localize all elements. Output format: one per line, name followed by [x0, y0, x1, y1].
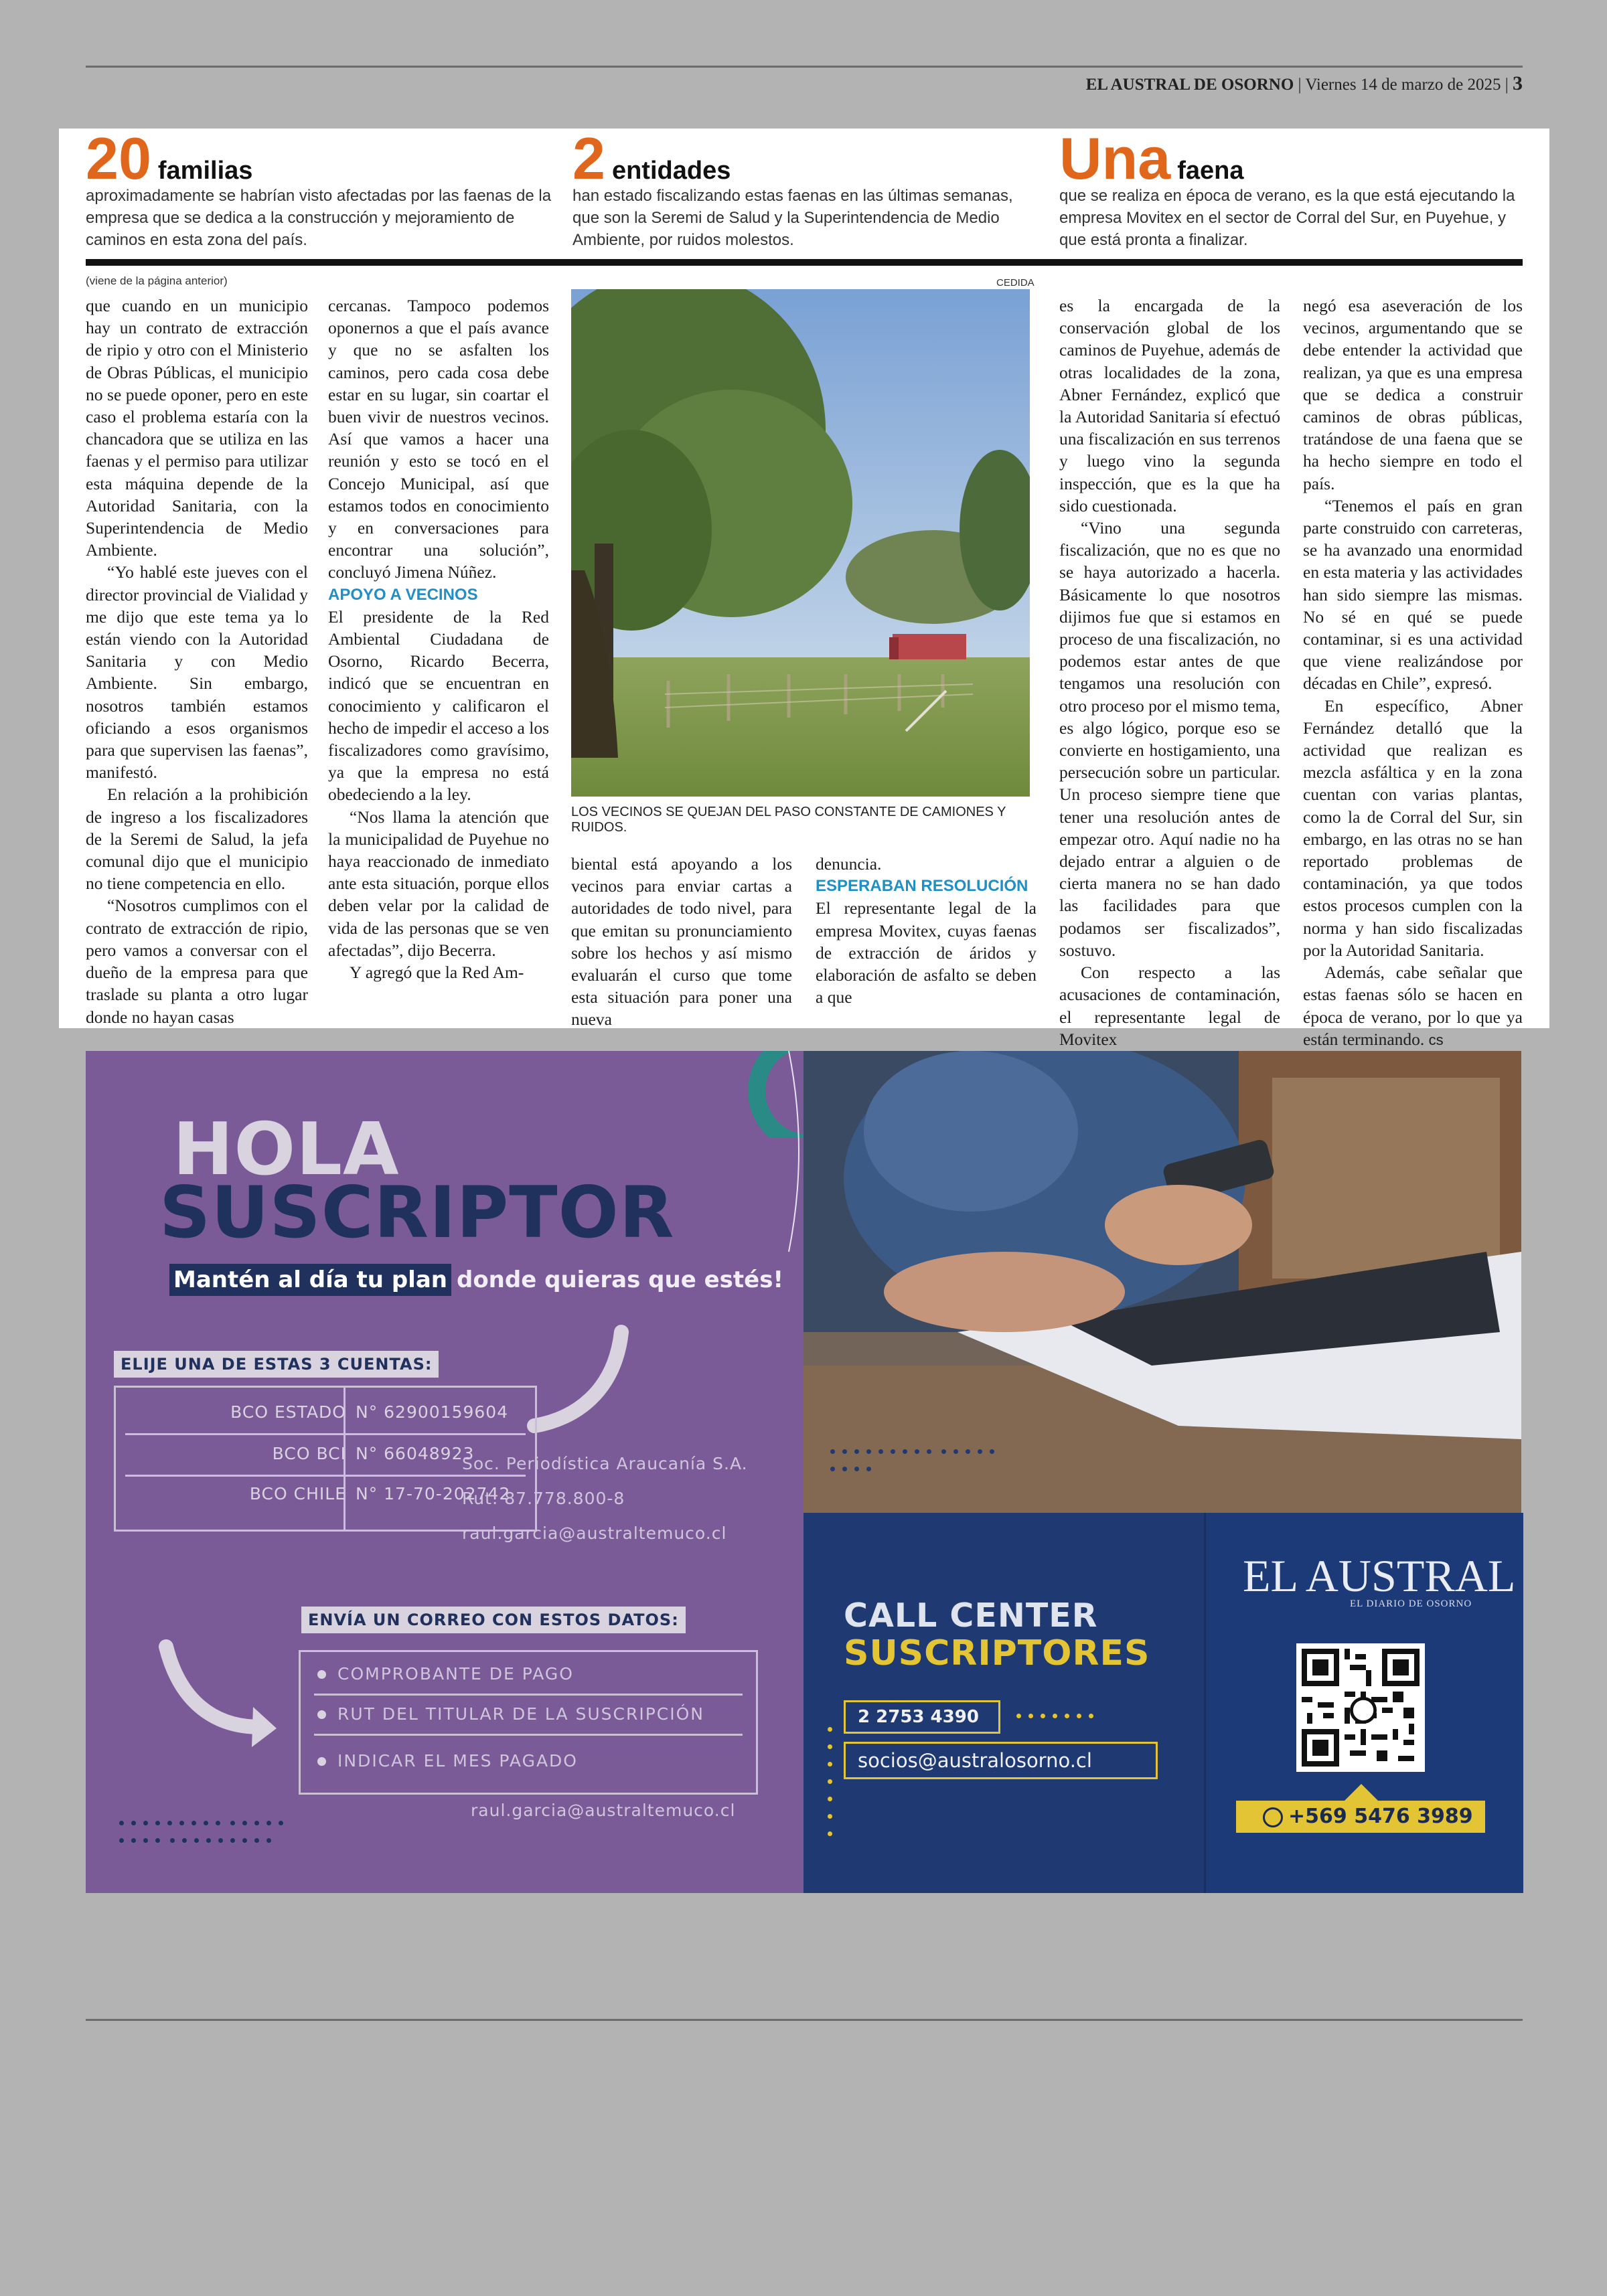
- article-column-6: [1303, 295, 1523, 1051]
- field-photo-illustration: [571, 289, 1030, 797]
- paragraph: negó esa aseveración de los vecinos, argumentando que se debe entender la actividad que realizan, ya que es una empresa que se dedica a construir caminos de obras públicas, tratándose de una faena que se ha hecho siempre en todo el país.: [1303, 296, 1523, 493]
- subhead-esperaban: ESPERABAN RESOLUCIÓN: [816, 877, 1028, 896]
- brand-panel: [1204, 1513, 1523, 1893]
- bank-name: BCO CHILE: [249, 1484, 346, 1503]
- logo-subtitle: EL DIARIO DE OSORNO: [1350, 1598, 1472, 1609]
- ad-hola: HOLA: [173, 1108, 400, 1192]
- call-center-title: CALL CENTER: [844, 1596, 1098, 1635]
- paragraph: “Nosotros cumplimos con el contrato de extracción de ripio, pero vamos a conversar con el dueño de la empresa para que traslade su planta a otro lugar donde no hayan casas: [86, 896, 308, 1027]
- paragraph: Y agregó que la Red Am-: [350, 963, 524, 983]
- article-panel: [59, 125, 1549, 1049]
- stat-word: familias: [157, 157, 253, 185]
- paragraph: “Vino una segunda fiscalización, que no es que no se haya autorizado a hacerla. Básicamente lo que nosotros dijimos fue que si estamos en proceso de una fiscalización, no podemos estar antes de que tengamos una resolución con otro proceso por el mismo tema, es algo lógico, porque eso se convierte en hostigamiento, una persecución sobre un particular. Un proceso siempre tiene que tener una resolución antes de empezar otro. Aquí nadie no ha dejado entrar a alguien o de cierta manera no se han dado las facilidades para que podamos ser fiscalizados”, sostuvo.: [1059, 518, 1281, 960]
- list-email: raul.garcia@australtemuco.cl: [471, 1801, 736, 1820]
- stat-word: entidades: [611, 157, 731, 185]
- masthead: EL AUSTRAL DE OSORNO | Viernes 14 de marzo de 2025 | 3: [1085, 72, 1523, 94]
- paragraph: denuncia.: [816, 854, 882, 874]
- article-column-5: [1059, 295, 1280, 1050]
- pointer-triangle: [1344, 1784, 1379, 1801]
- paragraph: “Nos llama la atención que la municipalidad de Puyehue no haya reaccionado de inmediato ante esta situación, porque ellos deben velar por la calidad de vida de las personas que se ven afectadas”, dijo Becerra.: [328, 807, 549, 960]
- whatsapp-number: +569 5476 3989: [1288, 1805, 1473, 1828]
- paragraph: Con respecto a las acusaciones de contaminación, el representante legal de Movitex: [1059, 963, 1280, 1049]
- top-rule: [86, 66, 1523, 68]
- el-austral-logo: EL AUSTRAL: [1243, 1550, 1516, 1601]
- decorative-dots: [1016, 1714, 1150, 1731]
- account-number: N° 17-70-202742: [356, 1484, 511, 1503]
- paragraph: cercanas. Tampoco podemos oponernos a que el país avance y que no se asfalten los caminos, pero cada cosa debe estar en su lugar, sin coartar el buen vivir de nuestros vecinos. Así que vamos a hacer una reunión y esto se tocó en el Concejo Municipal, así que estamos todos en conocimiento y en conversaciones para encontrar una solución”, concluyó Jimena Núñez.: [328, 296, 549, 582]
- call-center-subtitle: SUSCRIPTORES: [844, 1633, 1150, 1673]
- call-center-phone[interactable]: 2 2753 4390: [844, 1700, 1000, 1734]
- article-column-3: [571, 853, 792, 1031]
- company-email: raul.garcia@australtemuco.cl: [462, 1524, 727, 1543]
- stat-text: han estado fiscalizando estas faenas en las últimas semanas, que son la Seremi de Salud y la Superintendencia de Medio Ambiente, por ruidos molestos.: [572, 187, 1013, 249]
- end-mark: cs: [1428, 1031, 1444, 1048]
- photo-caption: LOS VECINOS SE QUEJAN DEL PASO CONSTANTE DE CAMIONES Y RUIDOS.: [571, 805, 1006, 835]
- ad-photo: [804, 1051, 1521, 1513]
- stat-entities: [572, 125, 1041, 251]
- qr-code-icon[interactable]: [1296, 1643, 1425, 1772]
- company-rut: Rut: 87.778.800-8: [462, 1489, 625, 1508]
- bank-name: BCO BCI: [272, 1444, 346, 1463]
- masthead-paper: EL AUSTRAL DE OSORNO: [1085, 76, 1294, 94]
- paragraph: En específico, Abner Fernández detalló que la actividad que realizan es mezcla asfáltica y en la zona cuentan con varias plantas, como la de Corral del Sur, sin embargo, en las otras no se han reportado problemas de contaminación, ya que todos estos procesos cumplen con la norma y han sido fiscalizadas por la Autoridad Sanitaria.: [1303, 695, 1523, 960]
- stat-number: Una: [1059, 125, 1171, 191]
- bank-name: BCO ESTADO: [230, 1402, 346, 1422]
- decorative-line: [782, 1051, 804, 1258]
- whatsapp-button[interactable]: [1236, 1801, 1485, 1833]
- stat-word: faena: [1177, 157, 1244, 185]
- company-name: Soc. Periodística Araucanía S.A.: [462, 1454, 748, 1473]
- arrow-down-right-icon: [153, 1627, 287, 1754]
- stat-text: aproximadamente se habrían visto afectadas por las faenas de la empresa que se dedica a la construcción y mejoramiento de caminos en esta zona del país.: [86, 187, 552, 249]
- stat-number: 2: [572, 125, 605, 191]
- subscriber-ad: [86, 1051, 1521, 1893]
- article-photo: [571, 289, 1030, 797]
- stat-text: que se realiza en época de verano, es la que está ejecutando la empresa Movitex en el sector de Corral del Sur, en Puyehue, y que está pronta a finalizar.: [1059, 187, 1515, 249]
- bottom-rule: [86, 2019, 1523, 2021]
- stat-faena: [1059, 125, 1528, 251]
- decorative-dots: [828, 1727, 834, 1849]
- paragraph: es la encargada de la conservación global de los caminos de Puyehue, además de otras localidades de la zona, Abner Fernández, explicó que la Autoridad Sanitaria sí efectuó una fiscalización en sus terrenos y luego vino la segunda inspección, que es la que ha sido cuestionada.: [1059, 296, 1280, 515]
- call-center-email[interactable]: socios@australosorno.cl: [844, 1742, 1158, 1779]
- paragraph-text: Además, cabe señalar que estas faenas sólo se hacen en época de verano, por lo que ya están terminando.: [1303, 963, 1523, 1049]
- continued-kicker: (viene de la página anterior): [86, 274, 228, 287]
- list-item: RUT DEL TITULAR DE LA SUSCRIPCIÓN: [337, 1704, 705, 1724]
- phone-laptop-illustration: [804, 1051, 1521, 1513]
- stat-number: 20: [86, 125, 151, 191]
- article-column-4: [816, 853, 1037, 1008]
- ad-suscriptor: SUSCRIPTOR: [159, 1171, 675, 1254]
- required-data-list: [299, 1650, 758, 1795]
- masthead-date: Viernes 14 de marzo de 2025: [1305, 76, 1501, 94]
- tagline-highlight: Mantén al día tu plan: [169, 1264, 451, 1296]
- account-number: N° 62900159604: [356, 1402, 509, 1422]
- article-column-1: [86, 295, 308, 1028]
- paragraph: El presidente de la Red Ambiental Ciudadana de Osorno, Ricardo Becerra, indicó que se encuentran en conocimiento y calificaron el hecho de impedir el acceso a los fiscalizadores como gravísimo, ya que la empresa no está obedeciendo a la ley.: [328, 606, 549, 805]
- paragraph: [1303, 961, 1523, 1051]
- paragraph: En relación a la prohibición de ingreso a los fiscalizadores de la Seremi de Salud, la jefa comunal dijo que el municipio no tiene competencia en ello.: [86, 785, 308, 894]
- elije-label: ELIJE UNA DE ESTAS 3 CUENTAS:: [114, 1351, 439, 1378]
- page-number: 3: [1513, 72, 1523, 94]
- bank-row: [116, 1393, 535, 1433]
- tagline-rest: donde quieras que estés!: [456, 1266, 783, 1293]
- subhead-apoyo: APOYO A VECINOS: [328, 585, 478, 604]
- whatsapp-icon: [1263, 1807, 1283, 1827]
- photo-credit: CEDIDA: [996, 277, 1035, 289]
- ad-tagline: [169, 1266, 783, 1293]
- decorative-dots: [830, 1449, 1004, 1484]
- paragraph: El representante legal de la empresa Movitex, cuyas faenas de extracción de áridos y elaboración de asfalto se deben a que: [816, 898, 1037, 1007]
- paragraph: que cuando en un municipio hay un contrato de extracción de ripio y otro con el Ministerio de Obras Públicas, el municipio no se puede oponer, pero en este caso el problema estaría con la chancadora que se utiliza en las faenas y el permiso para utilizar esta máquina depende de la Autoridad Sanitaria, con la Superintendencia de Medio Ambiente.: [86, 296, 308, 560]
- qr-code-graphic: [1296, 1643, 1425, 1772]
- list-item: COMPROBANTE DE PAGO: [337, 1664, 574, 1684]
- envia-label: ENVÍA UN CORREO CON ESTOS DATOS:: [301, 1607, 686, 1633]
- paragraph: “Yo hablé este jueves con el director provincial de Vialidad y me dijo que este tema ya lo están viendo con la Autoridad Sanitaria y con Medio Ambiente. Sin embargo, nosotros también estamos oficiando a esos organismos para que supervisen las faenas”, manifestó.: [86, 562, 308, 783]
- stat-families: [86, 125, 554, 251]
- paragraph: biental está apoyando a los vecinos para enviar cartas a autoridades de todo nivel, para que emitan su pronunciamiento sobre los hechos y así mismo evaluarán el curso que tome esta situación para poner una nueva: [571, 854, 792, 1030]
- section-rule: [86, 259, 1523, 266]
- list-item: INDICAR EL MES PAGADO: [337, 1751, 578, 1771]
- ad-left-panel: [86, 1051, 804, 1893]
- paragraph: “Tenemos el país en gran parte construido con carreteras, se ha avanzado una enormidad en esta materia y las actividades han sido siempre las mismas. No sé en qué se puede contaminar, si es una actividad que viene realizándose por décadas en Chile”, expresó.: [1303, 495, 1523, 693]
- decorative-dots: [119, 1821, 300, 1856]
- account-number: N° 66048923: [356, 1444, 475, 1463]
- article-column-2: [328, 295, 549, 983]
